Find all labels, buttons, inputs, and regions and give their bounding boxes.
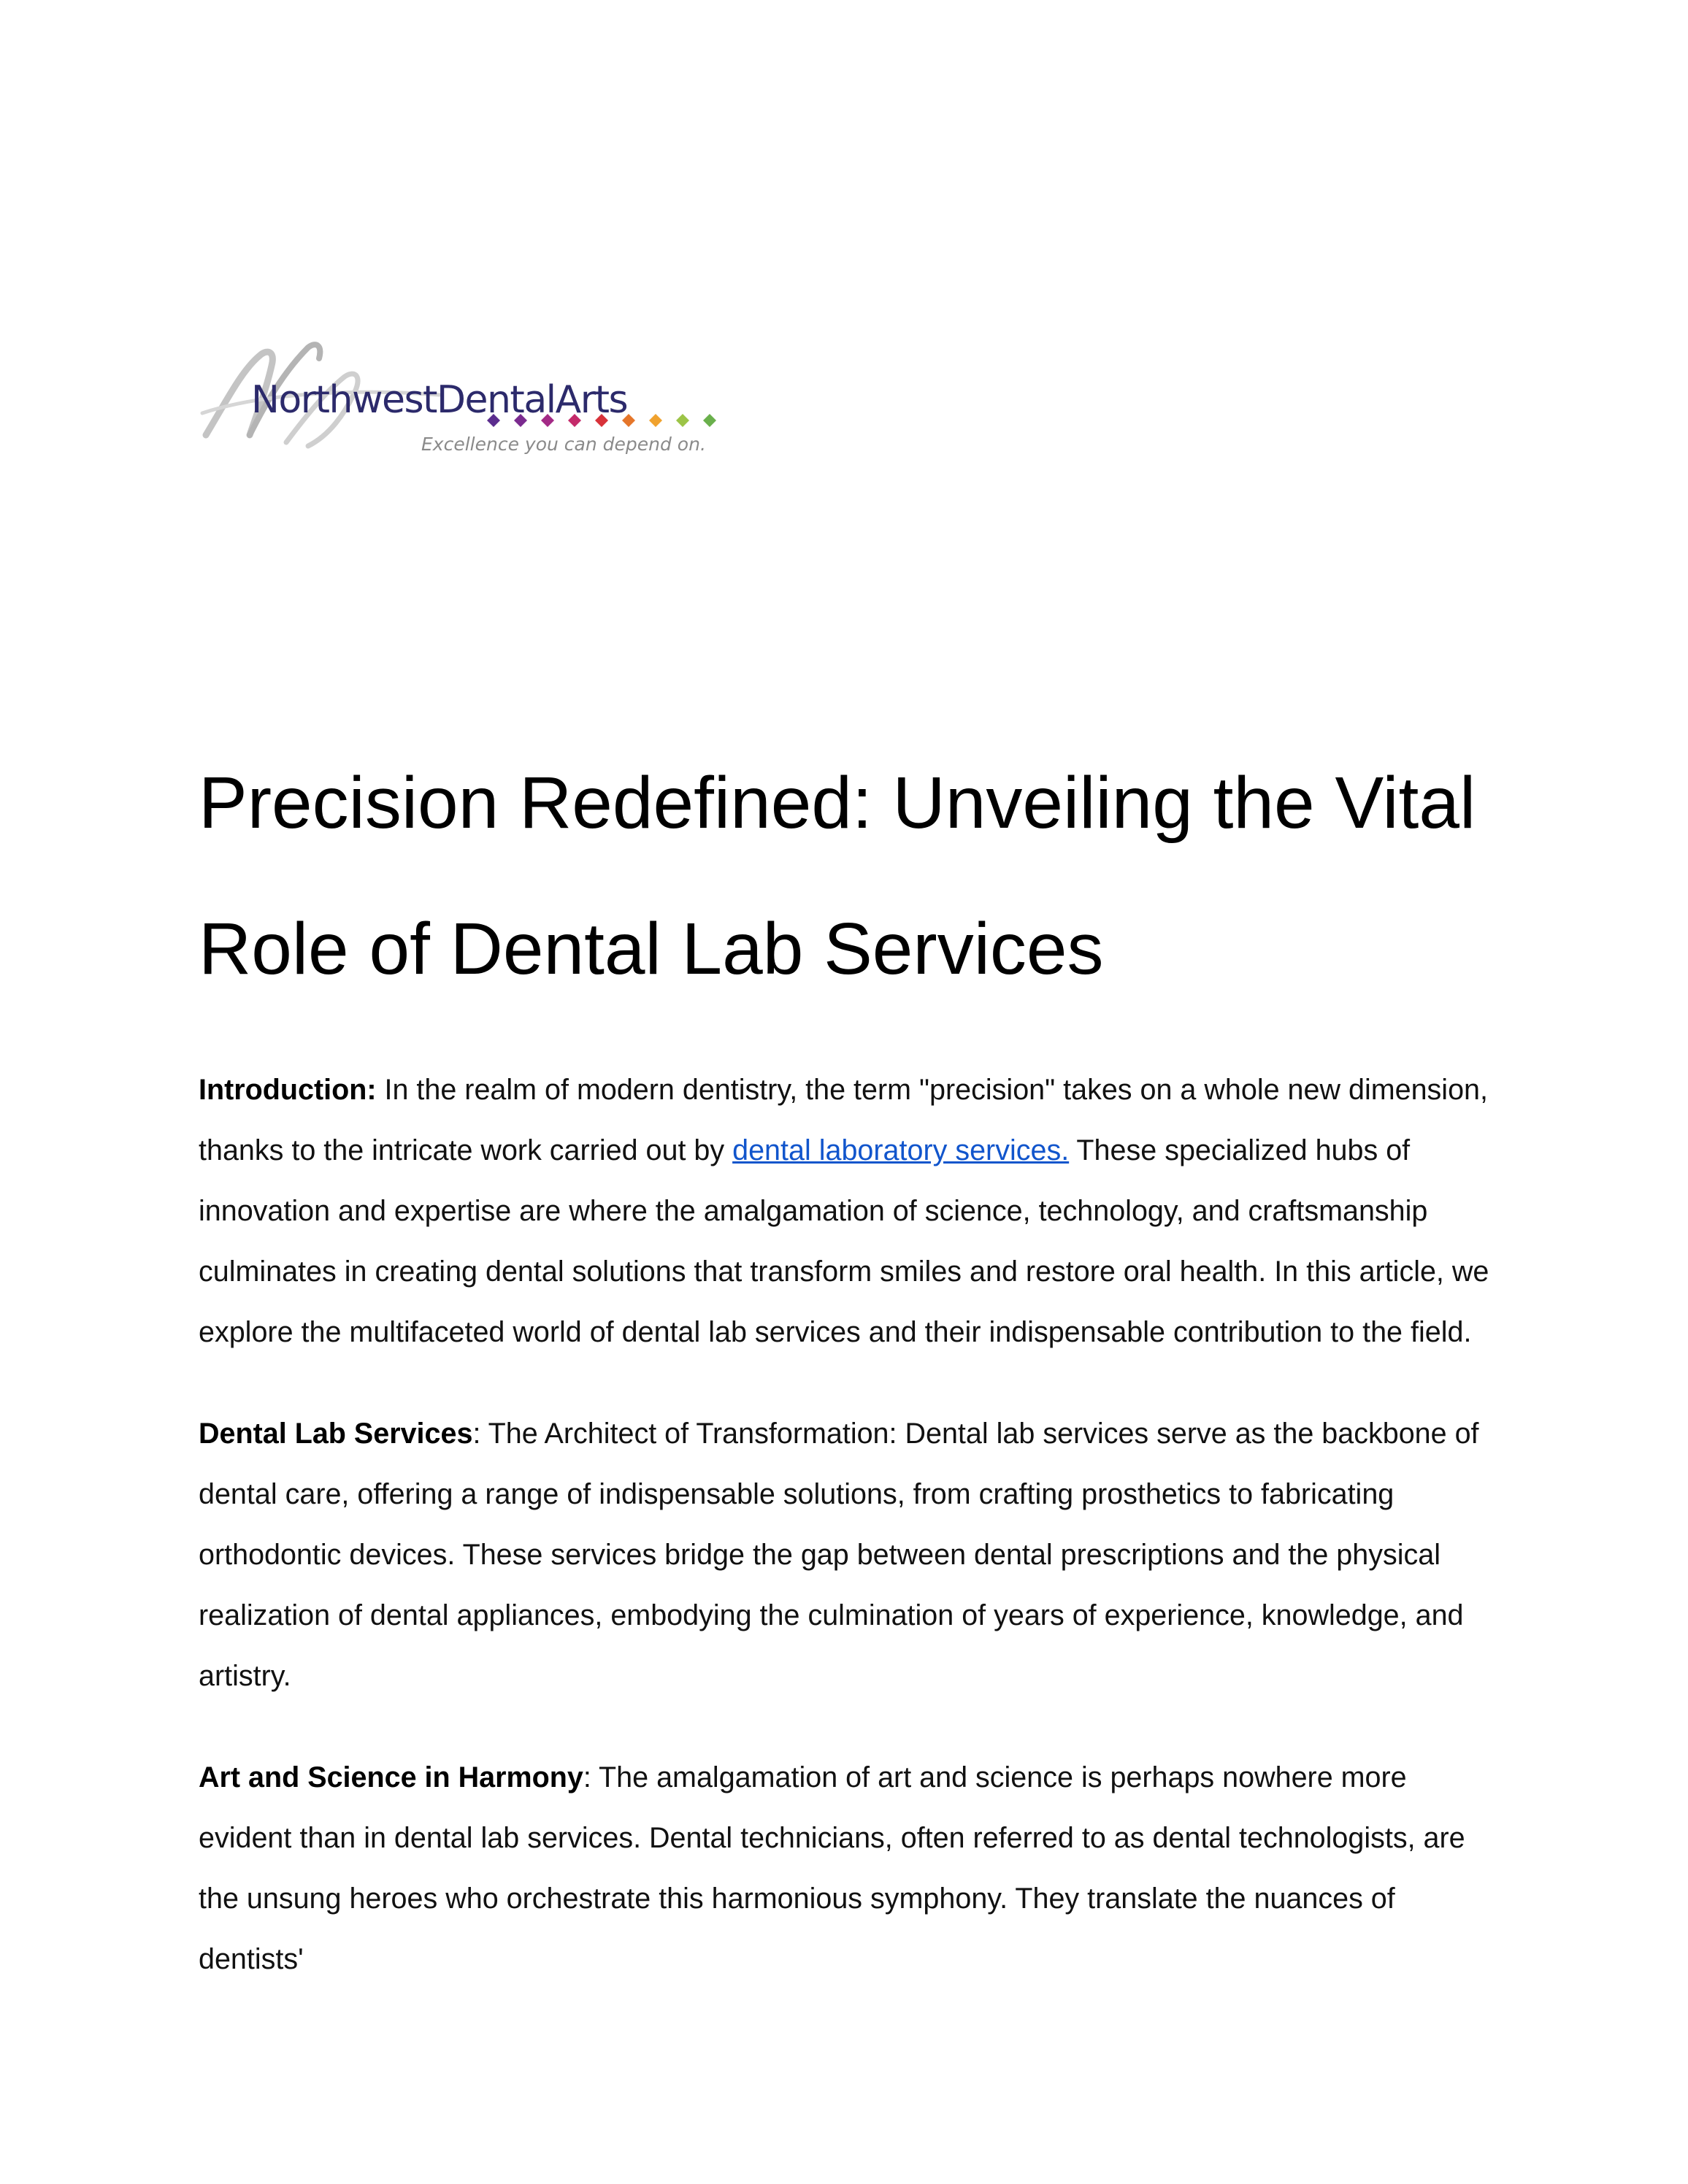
harmony-heading: Art and Science in Harmony [199,1761,583,1793]
title-line-2: Role of Dental Lab Services [199,908,1104,990]
intro-text-before-link: In the realm of modern dentistry, the term "precision" takes on a whole new dimension, thanks to the intricate work carried out by [199,1074,1488,1166]
page-title [199,730,1513,1022]
logo-diamond-icon [676,414,689,427]
company-logo [199,326,783,464]
architect-paragraph [199,1404,1498,1707]
architect-text: : The Architect of Transformation: Dental lab services serve as the backbone of dental care, offering a range of indispensable solutions, from crafting prosthetics to fabricating orthodontic devices. These services bridge the gap between dental prescriptions and the physical realization of dental appliances, embodying the culmination of years of experience, knowledge, and artistry. [199,1418,1479,1692]
intro-paragraph [199,1060,1498,1363]
article-body [199,1060,1498,2031]
architect-heading: Dental Lab Services [199,1418,473,1450]
logo-tagline: Excellence you can depend on. [421,434,706,455]
intro-heading: Introduction: [199,1074,377,1106]
logo-wordmark: NorthwestDentalArts [251,378,628,422]
logo-diamond-icon [649,414,662,427]
dental-laboratory-services-link[interactable]: dental laboratory services. [732,1134,1070,1166]
logo-diamond-icon [703,414,716,427]
intro-text-after-link: These specialized hubs of innovation and expertise are where the amalgamation of science, technology, and craftsmanship culminates in creating dental solutions that transform smiles and restore oral health. In this article, we explore the multifaceted world of dental lab services and their indispensable contribution to the field. [199,1134,1489,1348]
harmony-text: : The amalgamation of art and science is perhaps nowhere more evident than in dental lab services. Dental technicians, often referred to as dental technologists, are the unsung heroes who orchestrate this harmonious symphony. They translate the nuances of dentists' [199,1761,1465,1975]
harmony-paragraph [199,1747,1498,1990]
title-line-1: Precision Redefined: Unveiling the Vital [199,762,1476,844]
